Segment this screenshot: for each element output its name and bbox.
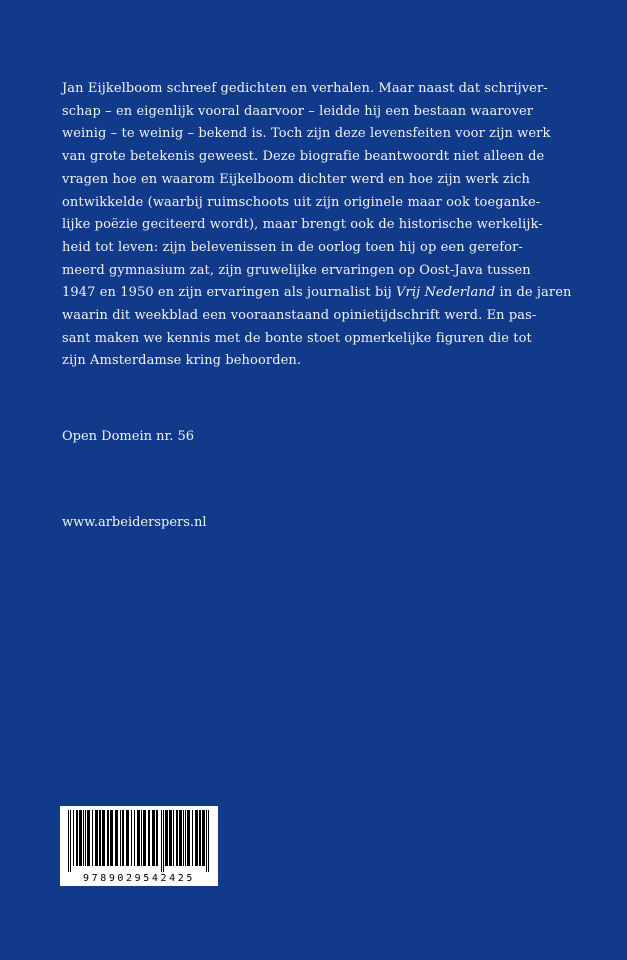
barcode-bar <box>126 810 129 866</box>
barcode-bar <box>76 810 78 866</box>
barcode-bar <box>148 810 150 866</box>
barcode-bar <box>206 810 207 872</box>
barcode-bar <box>176 810 178 866</box>
barcode-bar <box>141 810 142 866</box>
barcode-bar <box>179 810 182 866</box>
barcode-bar <box>122 810 124 866</box>
barcode-bar <box>156 810 158 866</box>
barcode-bar <box>70 810 71 872</box>
barcode-bar <box>161 810 162 872</box>
blurb-line-end: in de jaren <box>495 285 572 301</box>
blurb-line: van grote betekenis geweest. Deze biografie beantwoordt niet alleen de <box>62 149 545 165</box>
blurb-line: sant maken we kennis met de bonte stoet opmerkelijke figuren die tot <box>62 330 532 346</box>
publisher-website: www.arbeiderspers.nl <box>62 515 207 530</box>
barcode-bar <box>152 810 155 866</box>
barcode-bar <box>85 810 86 866</box>
barcode-bar <box>99 810 101 866</box>
barcode-bar <box>183 810 184 866</box>
blurb-line: meerd gymnasium zat, zijn gruwelijke ervaringen op Oost-Java tussen <box>62 262 531 278</box>
blurb-line: Jan Eijkelboom schreef gedichten en verhalen. Maar naast dat schrijver- <box>62 81 548 96</box>
blurb-line: lijke poëzie geciteerd wordt), maar brengt ook de historische werkelijk- <box>62 217 543 233</box>
barcode-bar <box>185 810 186 866</box>
barcode-bar <box>87 810 90 866</box>
barcode-bar <box>187 810 190 866</box>
blurb-line-start: 1947 en 1950 en zijn ervaringen als journalist bij <box>62 285 397 301</box>
barcode-bar <box>83 810 84 866</box>
barcode-bar <box>199 810 201 866</box>
barcode-bar <box>110 810 113 866</box>
barcode-bar <box>137 810 140 866</box>
barcode-bar <box>173 810 174 866</box>
series-label: Open Domein nr. 56 <box>62 429 195 444</box>
barcode-bar <box>202 810 205 866</box>
barcode-bar <box>143 810 146 866</box>
blurb-line: heid tot leven: zijn belevenissen in de oorlog toen hij op een gerefor- <box>62 239 523 255</box>
barcode-bar <box>107 810 109 866</box>
barcode-bar <box>208 810 209 872</box>
barcode-bar <box>134 810 135 866</box>
barcode-bar <box>169 810 172 866</box>
blurb-line: weinig – te weinig – bekend is. Toch zijn deze levensfeiten voor zijn werk <box>62 126 551 142</box>
barcode-bar <box>68 810 69 872</box>
barcode-bar <box>102 810 105 866</box>
blurb-line: ontwikkelde (waarbij ruimschoots uit zijn originele maar ook toeganke- <box>62 194 541 210</box>
barcode-bar <box>163 810 164 872</box>
barcode-bar <box>115 810 118 866</box>
blurb-line: zijn Amsterdamse kring behoorden. <box>62 353 302 369</box>
barcode-bar <box>92 810 93 866</box>
barcode-bars <box>60 806 218 874</box>
barcode-bar <box>195 810 198 866</box>
blurb-line: vragen hoe en waarom Eijkelboom dichter werd en hoe zijn werk zich <box>62 171 530 187</box>
barcode-bar <box>165 810 168 866</box>
barcode-bar <box>120 810 121 866</box>
barcode-bar <box>73 810 74 866</box>
barcode-bar <box>95 810 98 866</box>
blurb-line: schap – en eigenlijk vooral daarvoor – leidde hij een bestaan waarover <box>62 103 534 119</box>
magazine-title: Vrij Nederland <box>396 285 496 301</box>
isbn-barcode <box>60 806 218 886</box>
barcode-bar <box>131 810 132 866</box>
barcode-bar <box>192 810 193 866</box>
barcode-bar <box>79 810 82 866</box>
blurb-line: waarin dit weekblad een vooraanstaand opinietijdschrift werd. En pas- <box>62 308 537 324</box>
blurb-line-with-title <box>62 282 592 305</box>
blurb-text <box>62 78 592 373</box>
barcode-number: 9789029542425 <box>82 873 196 884</box>
